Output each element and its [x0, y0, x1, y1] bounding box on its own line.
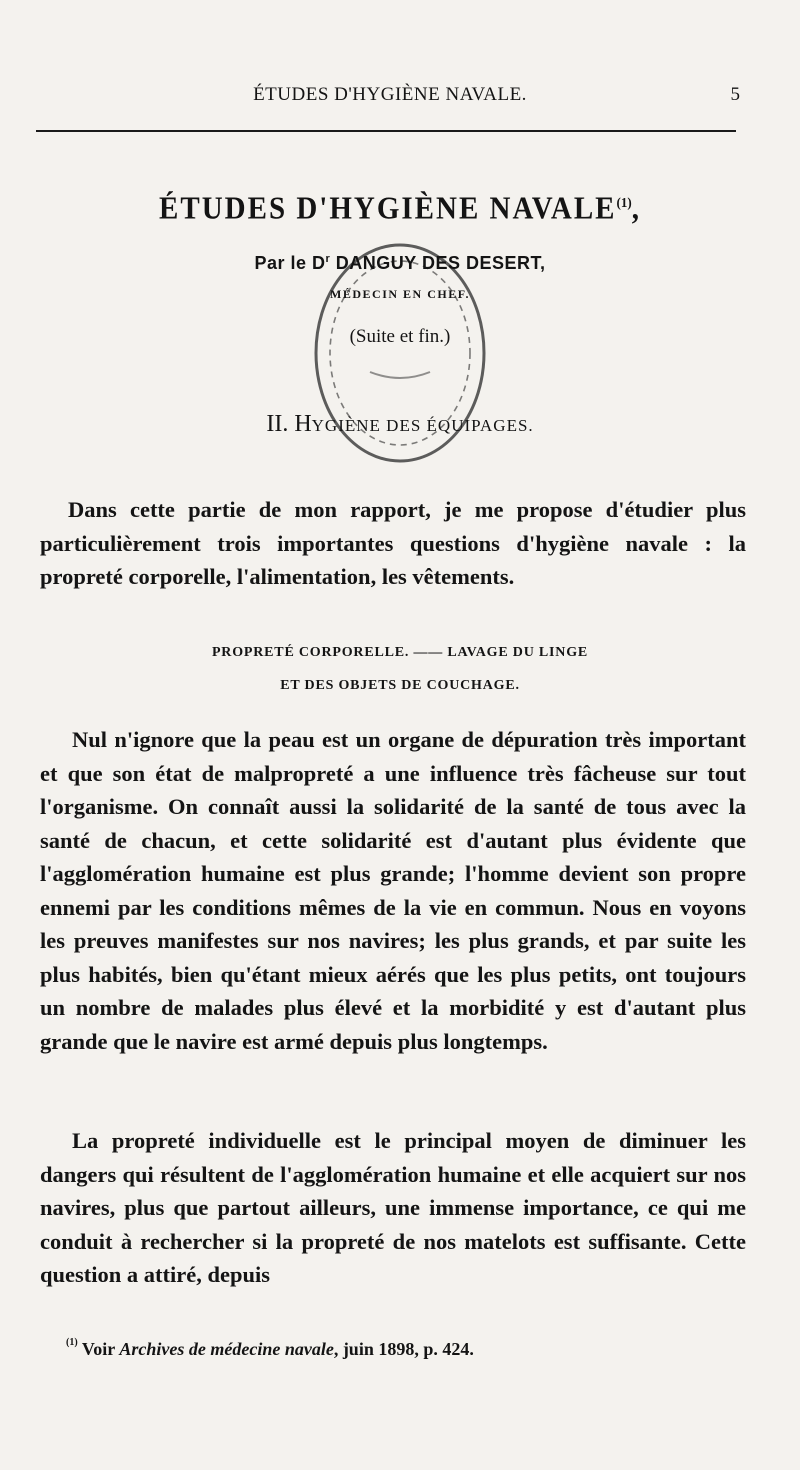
section-heading — [0, 411, 800, 438]
section-title: YGIÈNE DES ÉQUIPAGES. — [311, 416, 534, 435]
page-number: 5 — [730, 84, 740, 105]
paragraph-3: La propreté individuelle est le principal moyen de diminuer les dangers qui résultent de l'agglomération humaine et elle acquiert sur nos navires, plus que partout ailleurs, une immense importance, ce qui me conduit à rechercher si la propreté de nos matelots est suffisante. Cette question a attiré, depuis — [40, 1128, 746, 1287]
byline — [0, 253, 800, 274]
header-rule — [36, 130, 736, 132]
author-rank: MÉDECIN EN CHEF. — [330, 287, 470, 301]
footnote-text-after: , juin 1898, p. 424. — [333, 1339, 474, 1359]
section-number: II. — [266, 411, 295, 437]
author-name: DANGUY DES DESERT, — [330, 253, 546, 273]
footnote-text-before: Voir — [77, 1339, 120, 1359]
paragraph-1: Dans cette partie de mon rapport, je me propose d'étudier plus particulièrement trois importantes questions d'hygiène navale : la propreté corporelle, l'alimentation, les vêtements. — [40, 497, 746, 589]
footnote — [66, 1339, 474, 1360]
section-cap: H — [294, 411, 312, 437]
article-title — [0, 192, 800, 228]
subheading-line-1: PROPRETÉ CORPORELLE. —— LAVAGE DU LINGE — [211, 645, 589, 660]
byline-prefix: Par le D — [254, 253, 326, 273]
footnote-source: Archives de médecine navale — [119, 1339, 334, 1359]
title-suffix: , — [631, 191, 641, 227]
title-footnote-mark: (1) — [616, 193, 632, 211]
byline-sup: r — [325, 253, 331, 265]
paragraph-2: Nul n'ignore que la peau est un organe de dépuration très important et que son état de malpropreté a une influence très fâcheuse sur tout l'organisme. On connaît aussi la solidarité de la santé de tous avec la santé de chacun, et cette solidarité est d'autant plus évidente que l'agglomération humaine est plus grande; l'homme devient son propre ennemi par les conditions mêmes de la vie en commun. Nous en voyons les preuves manifestes sur nos navires; les plus grands, et par suite les plus habités, bien qu'étant mieux aérés que les plus petits, ont toujours un nombre de malades plus élevé et la morbidité y est d'autant plus grande que le navire est armé depuis plus longtemps. — [40, 727, 746, 1054]
continuation-note: (Suite et fin.) — [349, 326, 451, 347]
stamp-mark — [370, 372, 430, 378]
article-title-text: ÉTUDES D'HYGIÈNE NAVALE — [159, 191, 617, 227]
footnote-mark: (1) — [66, 1337, 78, 1348]
subheading-line-2: ET DES OBJETS DE COUCHAGE. — [280, 678, 520, 693]
running-title: ÉTUDES D'HYGIÈNE NAVALE. — [253, 84, 527, 105]
running-header — [40, 82, 740, 112]
